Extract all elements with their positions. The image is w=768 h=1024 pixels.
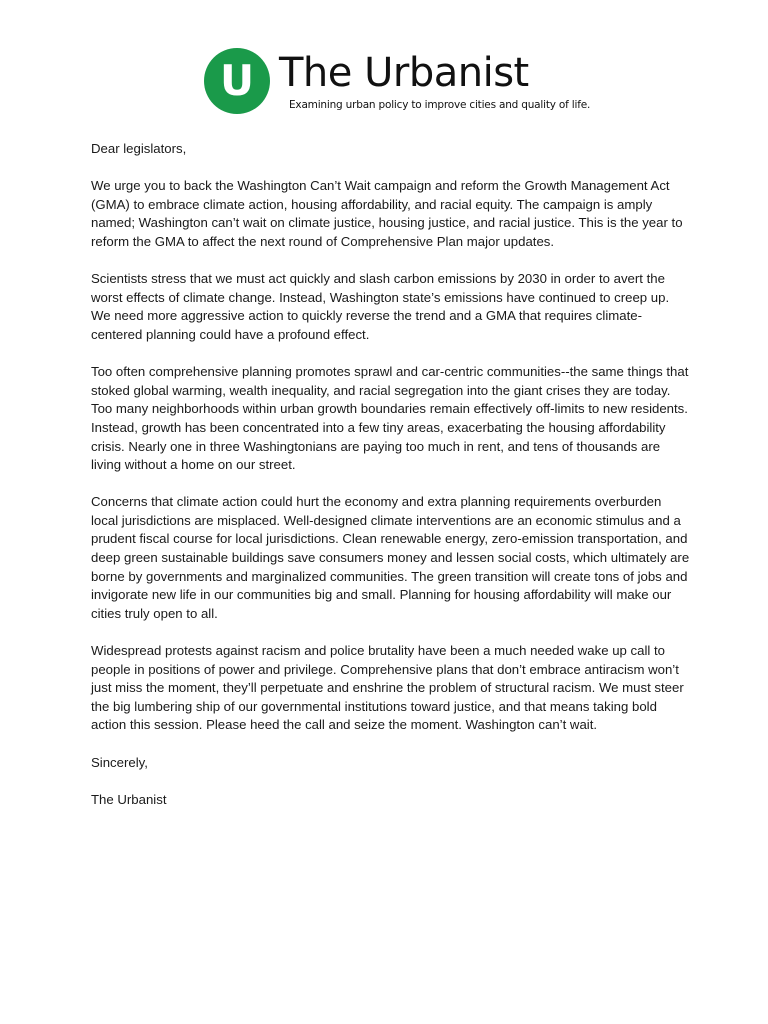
paragraph-4: Concerns that climate action could hurt the economy and extra planning requirements overburden local jurisdictions are misplaced. Well-designed climate interventions are an economic stimulus and a prudent fiscal course for local jurisdictions. Clean renewable energy, zero-emission transportation, and deep green sustainable buildings save consumers money and lessen social costs, which ultimately are borne by governments and marginalized communities. The green transition will create tons of jobs and invigorate new life in our communities big and small. Planning for housing affordability will make our cities truly open to all. — [91, 494, 690, 621]
salutation: Dear legislators, — [91, 141, 187, 156]
paragraph-3: Too often comprehensive planning promotes sprawl and car-centric communities--the same things that stoked global warming, wealth inequality, and racial segregation into the giant crises they are today. Too many neighborhoods within urban growth boundaries remain effectively off-limits to new residents. Instead, growth has been concentrated into a few tiny areas, exacerbating the housing affordability crisis. Nearly one in three Washingtonians are paying too much in rent, and tens of thousands are living without a home on our street. — [91, 364, 689, 473]
letter-body — [91, 140, 691, 828]
urbanist-logo-icon: U — [204, 48, 270, 114]
closing: Sincerely, — [91, 754, 148, 770]
paragraph-2: Scientists stress that we must act quickly and slash carbon emissions by 2030 in order to avert the worst effects of climate change. Instead, Washington state’s emissions have continued to creep up. We need more aggressive action to quickly reverse the trend and a GMA that requires climate-centered planning could have a profound effect. — [91, 271, 670, 342]
letterhead — [204, 48, 604, 118]
brand-tagline: Examining urban policy to improve cities and quality of life. — [289, 99, 591, 111]
paragraph-5: Widespread protests against racism and police brutality have been a much needed wake up call to people in positions of power and privilege. Comprehensive plans that don’t embrace antiracism won’t just miss the moment, they’ll perpetuate and enshrine the problem of structural racism. We must steer the big lumbering ship of our governmental institutions toward justice, and that means taking bold action this session. Please heed the call and seize the moment. Washington can’t wait. — [91, 643, 684, 733]
signature: The Urbanist — [91, 791, 167, 807]
paragraph-1: We urge you to back the Washington Can’t Wait campaign and reform the Growth Management Act (GMA) to embrace climate action, housing affordability, and racial equity. The campaign is amply named; Washington can’t wait on climate justice, housing justice, and racial justice. This is the year to reform the GMA to affect the next round of Comprehensive Plan major updates. — [91, 178, 683, 249]
brand-name: The Urbanist — [279, 50, 529, 96]
